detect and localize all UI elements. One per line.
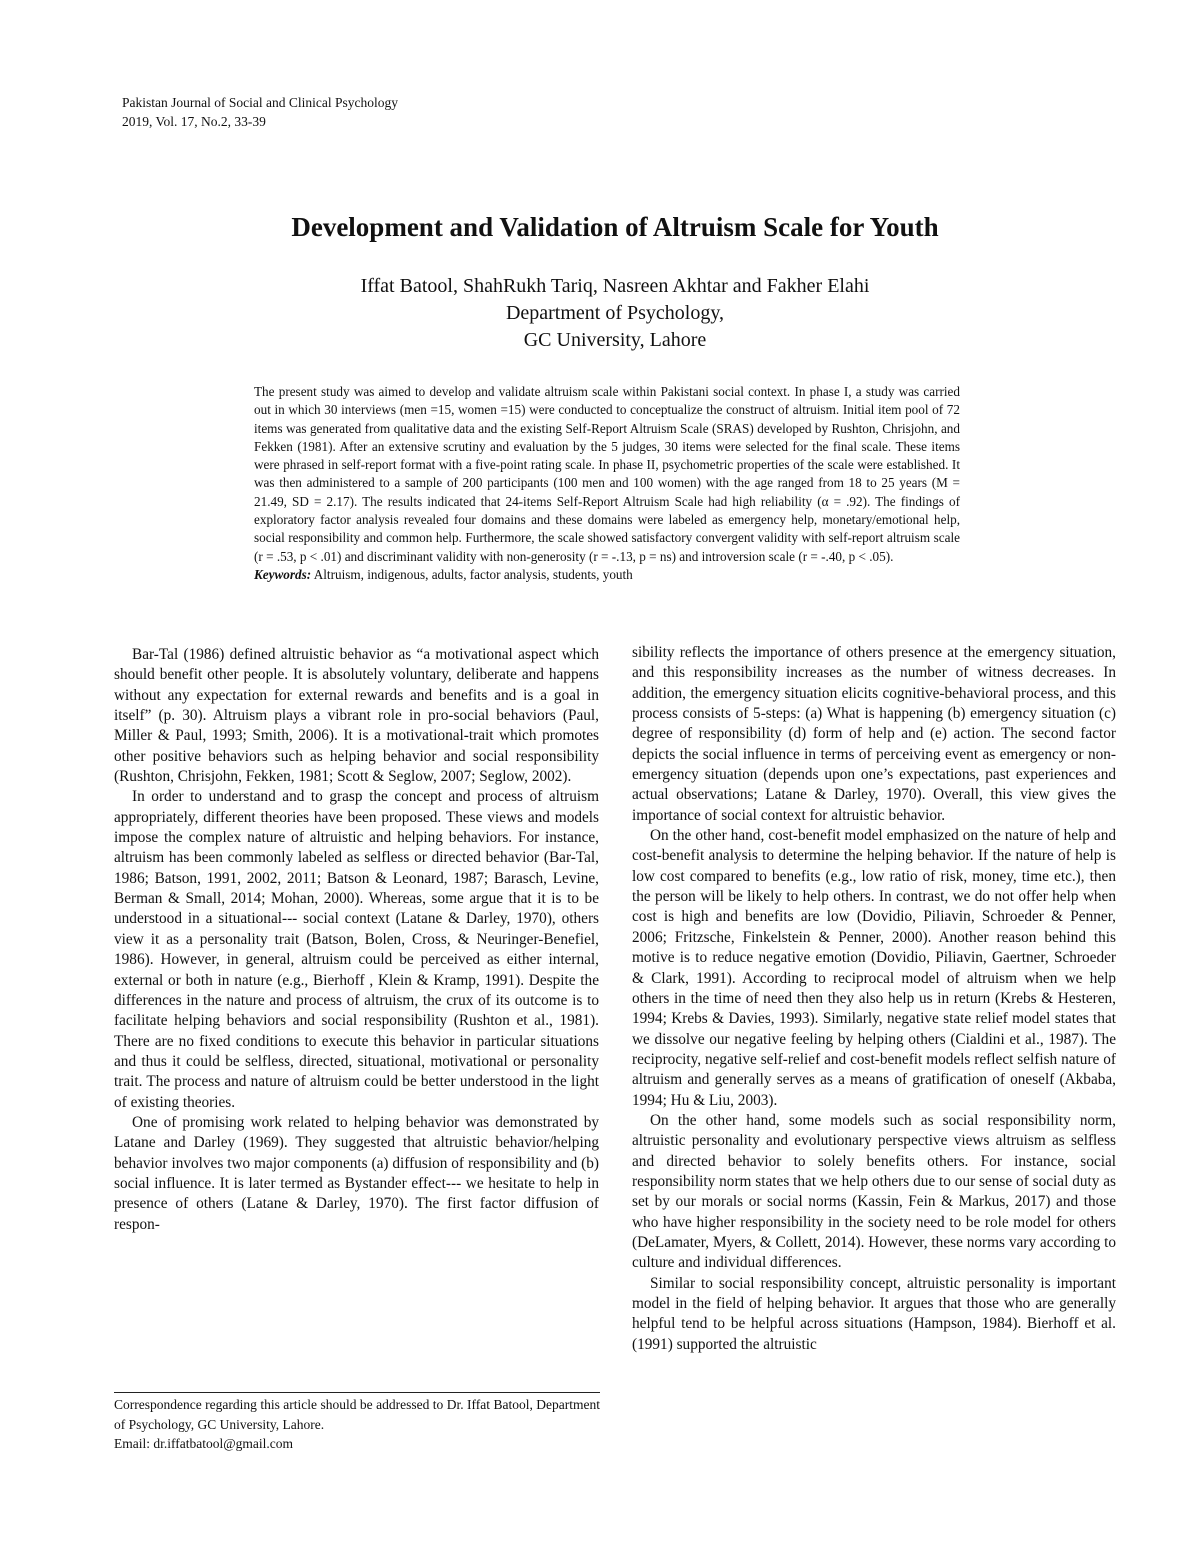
body-paragraph: sibility reflects the importance of others presence at the emergency situation, and this responsibility increases as the number of witness decreases. In addition, the emergency situation elicits cognitive-behavioral process, and this process consists of 5-steps: (a) What is happening (b) emergency situation (c) degree of responsibility (d) form of help and (e) action. The second factor depicts the social influence in terms of perceiving event as emergency or non-emergency situation (depends upon one’s expectations, past experiences and actual observations; Latane & Darley, 1970). Overall, this view gives the importance of social context for altruistic behavior.: [632, 644, 1116, 824]
body-column-left: [114, 645, 599, 1235]
journal-name: Pakistan Journal of Social and Clinical Psychology: [122, 95, 398, 110]
abstract: [254, 383, 960, 584]
body-column-right: [632, 643, 1116, 1355]
author-university: GC University, Lahore: [523, 329, 707, 351]
author-block: [0, 273, 1200, 354]
keywords-line: [254, 566, 960, 584]
keywords-label: Keywords:: [254, 566, 312, 582]
body-paragraph: Similar to social responsibility concept, altruistic personality is important model in the field of helping behavior. It argues that those who are generally helpful tend to be helpful across situations (Hampson, 1984). Bierhoff et al. (1991) supported the altruistic: [632, 1274, 1116, 1353]
body-paragraph: Bar-Tal (1986) defined altruistic behavior as “a motivational aspect which should benefit other people. It is absolutely voluntary, deliberate and happens without any expectation for external rewards and benefits and is a goal in itself” (p. 30). Altruism plays a vibrant role in pro-social behaviors (Paul, Miller & Paul, 1993; Smith, 2006). It is a motivational-trait which promotes other positive behaviors such as helping behavior and social responsibility (Rushton, Chrisjohn, Fekken, 1981; Scott & Seglow, 2007; Seglow, 2002).: [114, 646, 599, 786]
body-paragraph: In order to understand and to grasp the concept and process of altruism appropriately, different theories have been proposed. These views and models impose the complex nature of altruistic and helping behaviors. For instance, altruism has been commonly labeled as selfless or directed behavior (Bar-Tal, 1986; Batson, 1991, 2002, 2011; Batson & Leonard, 1987; Barasch, Levine, Berman & Small, 2014; Mohan, 2000). Whereas, some argue that it is to be understood in a situational--- social context (Latane & Darley, 1970), others view it as a personality trait (Batson, Bolen, Cross, & Neuringer-Benefiel, 1986). However, in general, altruism could be perceived as either internal, external or both in nature (e.g., Bierhoff , Klein & Kramp, 1991). Despite the differences in the nature and process of altruism, the crux of its outcome is to facilitate helping behaviors and social responsibility (Rushton et al., 1981). There are no fixed conditions to execute this behavior in particular situations and thus it could be selfless, directed, situational, motivational or personality trait. The process and nature of altruism could be better understood in the light of existing theories.: [114, 788, 599, 1111]
correspondence-footnote: [114, 1395, 600, 1454]
paper-title: Development and Validation of Altruism Scale for Youth: [291, 212, 939, 242]
journal-issue: 2019, Vol. 17, No.2, 33-39: [122, 114, 266, 129]
body-paragraph: On the other hand, cost-benefit model emphasized on the nature of help and cost-benefit analysis to determine the helping behavior. If the nature of help is low cost compared to benefits (e.g., low ratio of risk, money, time etc.), then the person will be likely to help others. In contrast, we do not offer help when cost is high and benefits are low (Dovidio, Piliavin, Schroeder & Penner, 2006; Fritzsche, Finkelstein & Penner, 2000). Another reason behind this motive is to reduce negative emotion (Dovidio, Piliavin, Gaertner, Schroeder & Clark, 1991). According to reciprocal model of altruism when we help others in the time of need then they also help us in return (Krebs & Hesteren, 1994; Krebs & Davies, 1993). Similarly, negative state relief model states that we dissolve our negative feeling by helping others (Cialdini et al., 1987). The reciprocity, negative self-relief and cost-benefit models reflect selfish nature of altruism and generally serves as a means of gratification of oneself (Akbaba, 1994; Hu & Liu, 2003).: [632, 827, 1116, 1109]
journal-header: [122, 93, 398, 131]
keywords-text: Altruism, indigenous, adults, factor analysis, students, youth: [313, 566, 633, 582]
body-paragraph: On the other hand, some models such as social responsibility norm, altruistic personality and evolutionary perspective views altruism as selfless and directed behavior to solely benefits others. For instance, social responsibility norm states that we help others due to our sense of social duty as set by our morals or social norms (Kassin, Fein & Markus, 2017) and those who have higher responsibility in the society need to be role model for others (DeLamater, Myers, & Collett, 2014). However, these norms vary according to culture and individual differences.: [632, 1111, 1116, 1272]
body-paragraph: One of promising work related to helping behavior was demonstrated by Latane and Darley (1969). They suggested that altruistic behavior/helping behavior involves two major components (a) diffusion of responsibility and (b) social influence. It is later termed as Bystander effect--- we hesitate to help in presence of others (Latane & Darley, 1970). The first factor diffusion of respon-: [114, 1113, 599, 1233]
footnote-divider: [114, 1392, 600, 1393]
correspondence-email: Email: dr.iffatbatool@gmail.com: [114, 1436, 294, 1451]
abstract-text: The present study was aimed to develop and validate altruism scale within Pakistani social context. In phase I, a study was carried out in which 30 interviews (men =15, women =15) were conducted to conceptualize the construct of altruism. Initial item pool of 72 items was generated from qualitative data and the existing Self-Report Altruism Scale (SRAS) developed by Rushton, Chrisjohn, and Fekken (1981). After an extensive scrutiny and evaluation by the 5 judges, 30 items were selected for the final scale. These items were phrased in self-report format with a five-point rating scale. In phase II, psychometric properties of the scale were established. It was then administered to a sample of 200 participants (100 men and 100 women) with the age ranged from 18 to 25 years (M = 21.49, SD = 2.17). The results indicated that 24-items Self-Report Altruism Scale had high reliability (α = .92). The findings of exploratory factor analysis revealed four domains and these domains were labeled as emergency help, monetary/emotional help, social responsibility and common help. Furthermore, the scale showed satisfactory convergent validity with self-report altruism scale (r = .53, p < .01) and discriminant validity with non-generosity (r = -.13, p = ns) and introversion scale (r = -.40, p < .05).: [254, 384, 960, 564]
author-names: Iffat Batool, ShahRukh Tariq, Nasreen Akhtar and Fakher Elahi: [360, 275, 870, 297]
correspondence-text: Correspondence regarding this article should be addressed to Dr. Iffat Batool, Department of Psychology, GC University, Lahore.: [114, 1397, 600, 1432]
author-department: Department of Psychology,: [505, 302, 725, 324]
